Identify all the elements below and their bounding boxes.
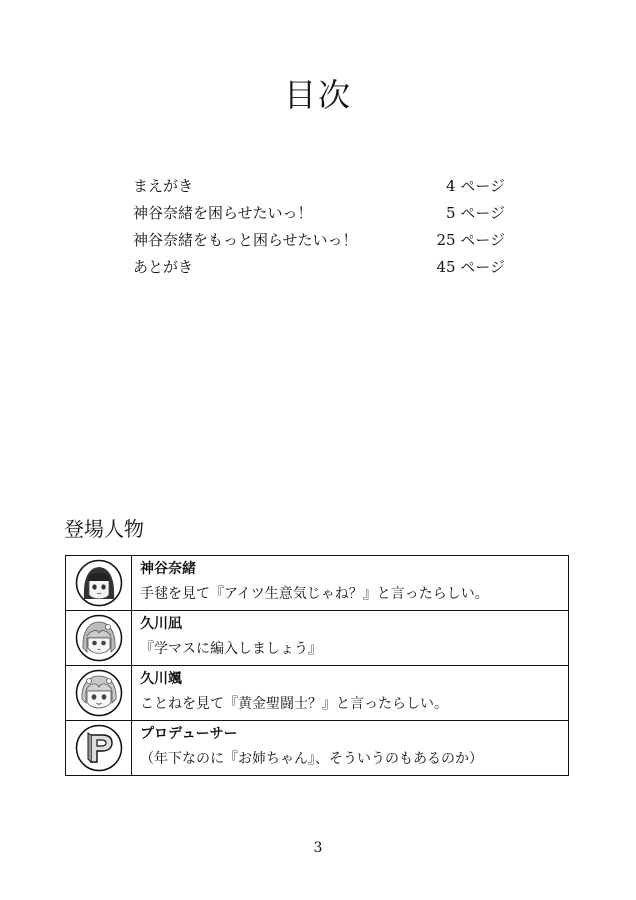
page-number: 3 (313, 840, 323, 856)
toc-entry-label: まえがき (133, 177, 194, 195)
character-name: プロデューサー (140, 726, 238, 742)
character-row (66, 556, 568, 610)
toc-title: 目次 (283, 76, 352, 114)
character-info (132, 556, 568, 610)
character-portrait-icon (75, 614, 123, 662)
toc-entry (133, 256, 505, 283)
character-row (66, 665, 568, 720)
toc-entry (133, 202, 505, 229)
character-row (66, 720, 568, 775)
toc-entry-page: 45 ページ (436, 258, 505, 276)
character-table (65, 555, 569, 776)
toc-entry-page: 5 ページ (445, 204, 505, 222)
character-icon-cell (66, 611, 132, 665)
character-row (66, 610, 568, 665)
character-name: 久川凪 (140, 616, 182, 632)
character-icon-cell (66, 666, 132, 720)
character-description: 『学マスに編入しましょう』 (140, 641, 322, 657)
toc-entry-label: 神谷奈緒を困らせたいっ！ (133, 204, 313, 222)
character-name: 久川颯 (140, 671, 182, 687)
character-description: （年下なのに『お姉ちゃん』、そういうのもあるのか） (140, 751, 483, 767)
character-portrait-icon (75, 559, 123, 607)
toc-entry (133, 229, 505, 256)
character-icon-cell (66, 556, 132, 610)
toc-entry (133, 175, 505, 202)
character-icon-cell (66, 721, 132, 775)
character-info (132, 721, 568, 775)
toc-entry-label: あとがき (133, 258, 194, 276)
character-description: 手毬を見て『アイツ生意気じゃね？』と言ったらしい。 (140, 586, 489, 602)
character-name: 神谷奈緒 (140, 561, 196, 577)
character-description: ことねを見て『黄金聖闘士？』と言ったらしい。 (140, 696, 448, 712)
character-portrait-icon (75, 669, 123, 717)
toc-entry-page: 25 ページ (436, 231, 505, 249)
producer-p-icon (75, 724, 123, 772)
toc-entry-label: 神谷奈緒をもっと困らせたいっ！ (133, 231, 358, 249)
table-of-contents (133, 175, 505, 283)
characters-title: 登場人物 (64, 517, 144, 541)
character-info (132, 611, 568, 665)
toc-entry-page: 4 ページ (445, 177, 505, 195)
character-info (132, 666, 568, 720)
